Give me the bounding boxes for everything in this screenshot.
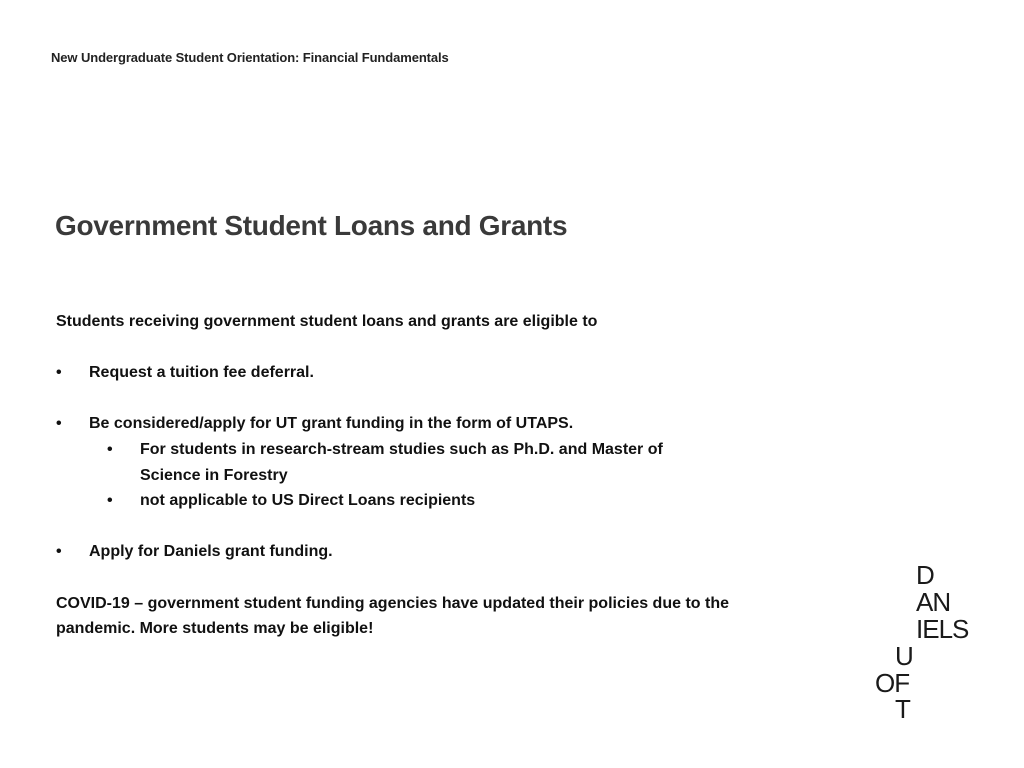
bullet-item <box>56 539 736 565</box>
daniels-uoft-logo <box>870 560 990 724</box>
bullet-marker: • <box>107 440 113 458</box>
slide-body <box>56 309 736 642</box>
intro-text: Students receiving government student loans and grants are eligible to <box>56 313 598 330</box>
bullet-marker: • <box>56 543 62 561</box>
bullet-text: Apply for Daniels grant funding. <box>89 543 333 561</box>
sub-bullet-text: not applicable to US Direct Loans recipients <box>140 492 476 510</box>
logo-line: OF <box>875 668 910 698</box>
bullet-marker: • <box>56 415 62 433</box>
bullet-marker: • <box>107 492 113 510</box>
covid-note: COVID-19 – government student funding agencies have updated their policies due to the pandemic. More students may be eligible! <box>56 594 729 638</box>
bullet-marker: • <box>56 364 62 382</box>
logo-line: AN <box>916 587 951 617</box>
logo-line: U <box>895 641 913 671</box>
logo-line: IELS <box>916 614 969 644</box>
bullet-text: Be considered/apply for UT grant funding in the form of UTAPS. <box>89 415 574 433</box>
logo-line: T <box>895 694 910 724</box>
sub-bullet-item <box>56 437 700 488</box>
slide-title: Government Student Loans and Grants <box>55 210 568 241</box>
bullet-item <box>56 360 736 386</box>
logo-line: D <box>916 560 934 590</box>
bullet-item <box>56 411 736 437</box>
bullet-text: Request a tuition fee deferral. <box>89 364 314 382</box>
sub-bullet-text: For students in research-stream studies such as Ph.D. and Master of Science in Forestry <box>140 440 663 484</box>
sub-bullet-item <box>56 488 700 514</box>
slide-header: New Undergraduate Student Orientation: Financial Fundamentals <box>51 50 449 65</box>
